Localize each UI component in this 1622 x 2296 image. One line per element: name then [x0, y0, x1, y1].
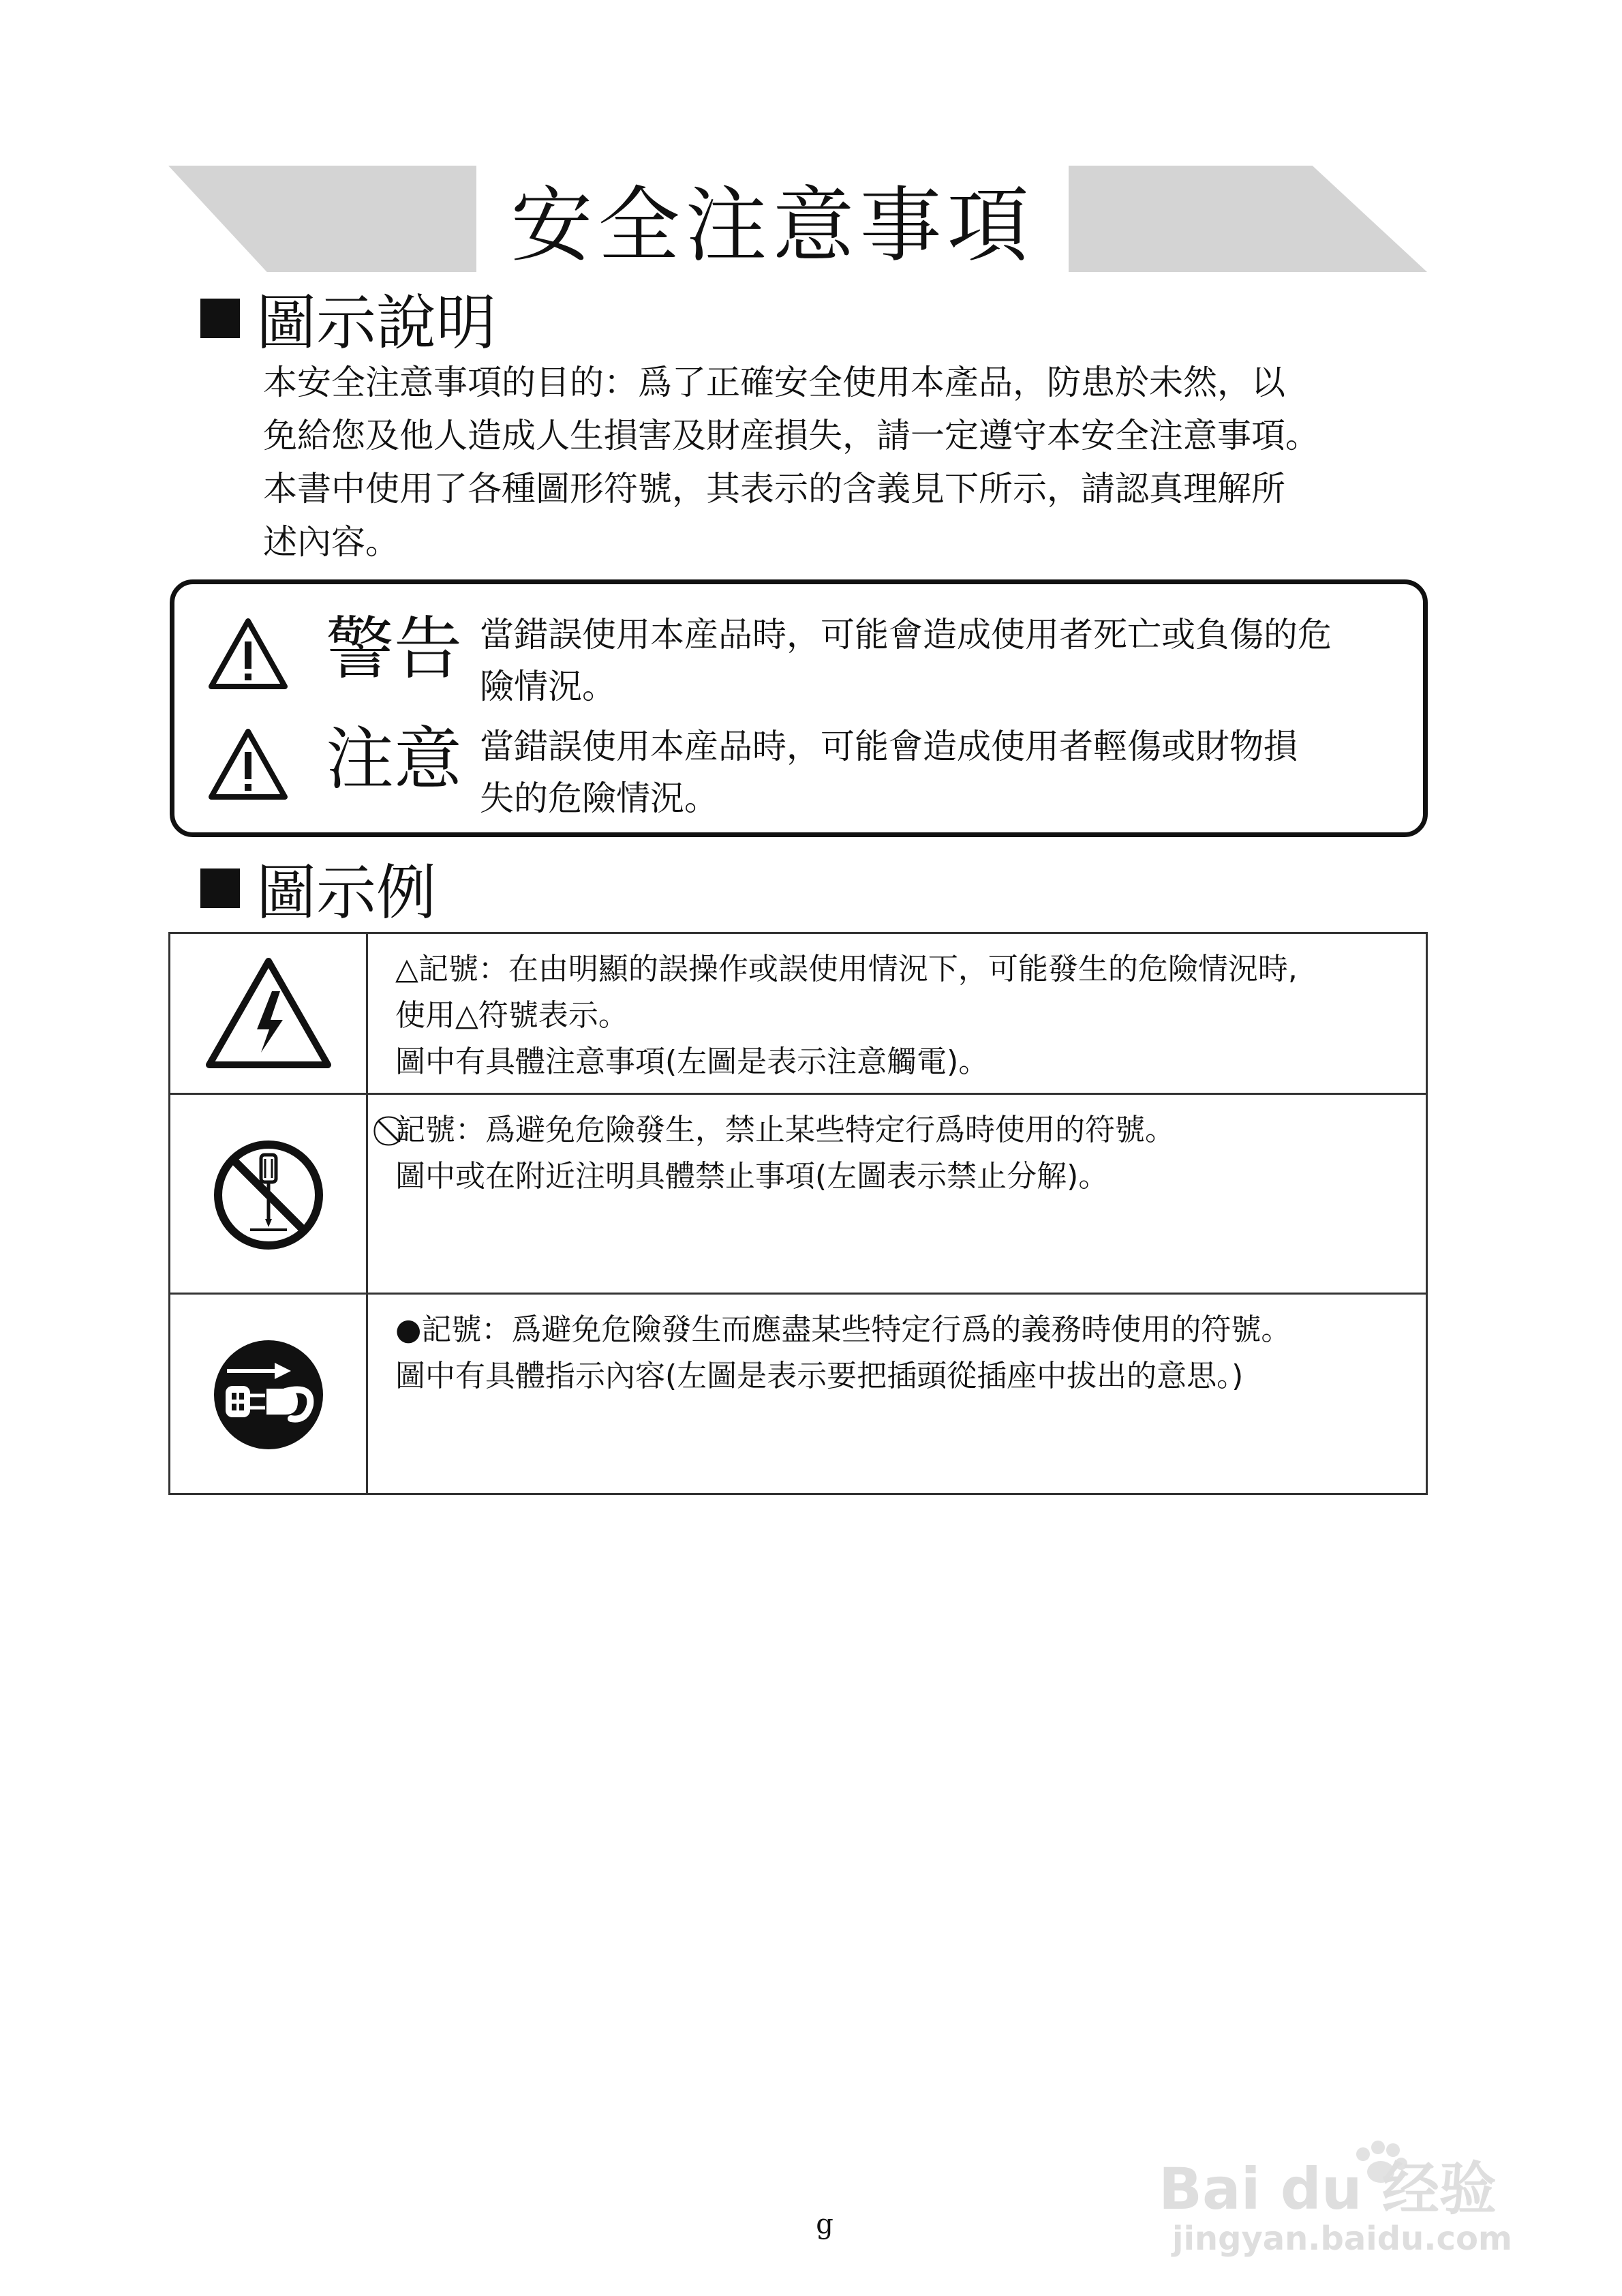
row-line: 使用△符號表示。 [395, 998, 628, 1033]
icon-cell [170, 934, 368, 1093]
title-band-right [1069, 166, 1427, 272]
intro-line: 免給您及他人造成人生損害及財産損失，請一定遵守本安全注意事項。 [263, 416, 1319, 455]
watermark-url: jingyan.baidu.com [1172, 2220, 1512, 2258]
table-row [170, 934, 1426, 1093]
no-disassembly-icon [211, 1137, 326, 1253]
section-heading-text: 圖示例 [256, 858, 437, 928]
page-number: g [816, 2209, 833, 2240]
warning-description-line: 險情況。 [480, 667, 616, 706]
warning-triangle-icon [207, 617, 289, 691]
warning-legend-box [170, 579, 1428, 837]
section-heading-examples [200, 851, 436, 926]
warning-triangle-icon [207, 727, 289, 801]
table-row [170, 1293, 1426, 1495]
title-band-left [168, 166, 476, 272]
symbol-example-table [168, 932, 1428, 1495]
row-description [395, 1307, 1291, 1400]
caution-description-line: 當錯誤使用本産品時，可能會造成使用者輕傷或財物損 [480, 727, 1298, 766]
baidu-jingyan-watermark [1159, 2127, 1567, 2263]
electric-shock-warning-icon [204, 956, 333, 1072]
icon-cell [170, 1095, 368, 1295]
intro-line: 述內容。 [263, 522, 399, 562]
row-line: △記號：在由明顯的誤操作或誤使用情況下，可能發生的危險情況時, [395, 952, 1298, 986]
intro-line: 本安全注意事項的目的：爲了正確安全使用本產品，防患於未然，以 [263, 363, 1285, 402]
page-title: 安全注意事項 [510, 179, 1035, 273]
icon-cell [170, 1295, 368, 1495]
row-line: 圖中有具體指示內容(左圖是表示要把插頭從插座中拔出的意思。) [395, 1359, 1244, 1393]
table-row [170, 1093, 1426, 1295]
warning-description [480, 609, 1427, 712]
caution-label: 注意 [326, 719, 462, 799]
watermark-brand: Bai du 经验 [1159, 2156, 1497, 2222]
square-bullet-icon [200, 299, 240, 338]
warning-description-line: 當錯誤使用本産品時，可能會造成使用者死亡或負傷的危 [480, 615, 1332, 654]
row-line: 圖中或在附近注明具體禁止事項(左圖表示禁止分解)。 [395, 1159, 1109, 1194]
row-line: ●記號：爲避免危險發生而應盡某些特定行爲的義務時使用的符號。 [395, 1312, 1291, 1347]
intro-line: 本書中使用了各種圖形符號，其表示的含義見下所示，請認真理解所 [263, 469, 1285, 509]
row-line: ⃠記號：爲避免危險發生，禁止某些特定行爲時使用的符號。 [395, 1113, 1175, 1147]
section-heading-text: 圖示說明 [256, 288, 497, 358]
caution-description [480, 721, 1427, 824]
caution-description-line: 失的危險情況。 [480, 779, 718, 818]
intro-paragraph [263, 356, 1319, 569]
section-heading-legend [200, 281, 496, 356]
warning-label: 警告 [326, 609, 462, 689]
row-line: 圖中有具體注意事項(左圖是表示注意觸電)。 [395, 1044, 989, 1079]
unplug-mandatory-icon [211, 1337, 326, 1453]
square-bullet-icon [200, 868, 240, 908]
row-description [395, 946, 1298, 1085]
row-description [395, 1107, 1175, 1200]
